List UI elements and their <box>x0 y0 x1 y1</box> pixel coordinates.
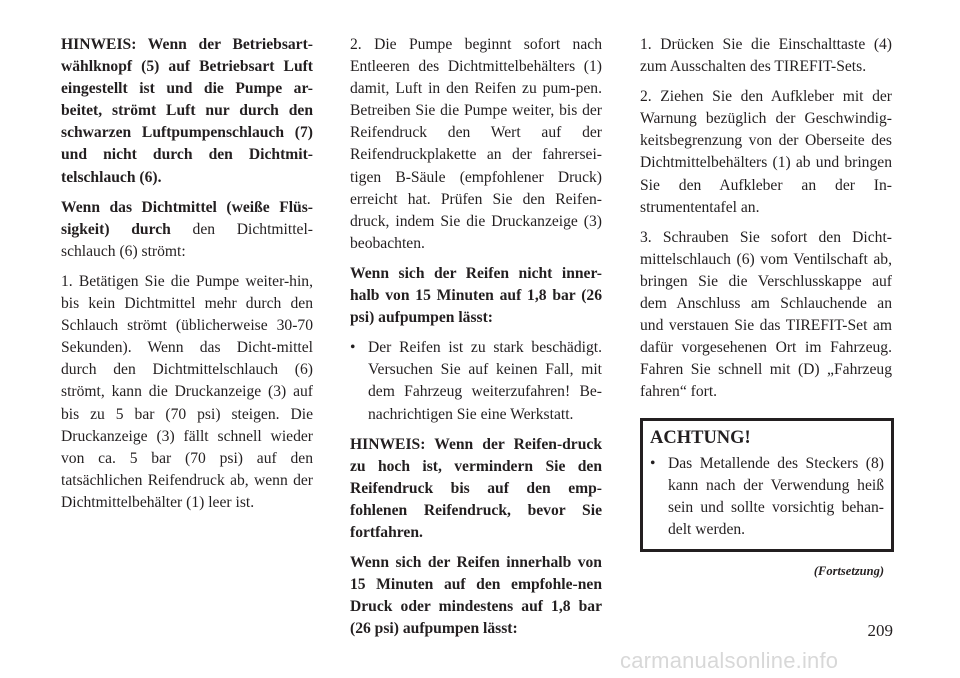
step-1-pump: 1. Betätigen Sie die Pumpe weiter-hin, bis kein Dichtmittel mehr durch den Schlauch strömt (üblicherweise 30-70 Sekunden). Wenn das Dicht-mittel durch den Dichtmittelschlauch (6) strömt, kann die Druckanzeige (3) auf bis zu 5 bar (70 psi) steigen. Die Druckanzeige (3) fällt schnell wieder von ca. 5 bar (70 psi) auf den tatsächlichen Reifendruck ab, wenn der Dichtmittelbehälter (1) leer ist. <box>61 272 313 511</box>
sealant-flow-paragraph <box>61 197 313 263</box>
page-number: 209 <box>867 621 893 640</box>
caution-title: ACHTUNG! <box>650 427 751 448</box>
caution-bullet: • Das Metallende des Steckers (8) kann nach der Verwendung heiß sein und sollte vorsichtig behan-delt werden. <box>650 453 884 541</box>
note-operating-mode: HINWEIS: Wenn der Betriebsart-wählknopf (5) auf Betriebsart Luft eingestellt ist und die Pumpe ar-beitet, strömt Luft nur durch den schwarzen Luftpumpenschlauch (7) und nicht durch den Dichtmit-telschlauch (6). <box>61 36 313 186</box>
step-2-sticker: 2. Ziehen Sie den Aufkleber mit der Warnung bezüglich der Geschwindig-keitsbegrenzung von der Oberseite des Dichtmittelbehälters (1) ab und bringen Sie den Aufkleber an der In-strumententafel an. <box>640 88 892 216</box>
damage-list <box>350 337 602 425</box>
heading-inflates: Wenn sich der Reifen innerhalb von 15 Minuten auf den empfohle-nen Druck oder mindestens auf 1,8 bar (26 psi) aufpumpen lässt: <box>350 554 602 638</box>
sealant-flow-bold: Wenn das Dichtmittel (weiße Flüs-sigkeit) durch <box>61 198 313 238</box>
step-2-pump: 2. Die Pumpe beginnt sofort nach Entleeren des Dichtmittelbehälters (1) damit, Luft in den Reifen zu pum-pen. Betreiben Sie die Pumpe weiter, bis der Reifendruck den Wert auf der Reifendruckplakette an der fahrersei-tigen B-Säule (empfohlener Druck) erreicht hat. Prüfen Sie den Reifen-druck, indem Sie die Druckanzeige (3) beobachten. <box>350 36 602 252</box>
note-pressure-too-high: HINWEIS: Wenn der Reifen-druck zu hoch ist, vermindern Sie den Reifendruck bis auf den emp-fohlenen Reifendruck, bevor Sie fortfahren. <box>350 435 602 541</box>
caution-list <box>650 453 884 541</box>
watermark: carmanualsonline.info <box>620 648 839 673</box>
column-left <box>61 34 313 522</box>
step-3-hose: 3. Schrauben Sie sofort den Dicht-mittelschlauch (6) vom Ventilschaft ab, bringen Sie die Verschlusskappe auf dem Anschluss am Schlauchende an und verstauen Sie das TIREFIT-Set am dafür vorgesehenen Ort im Fahrzeug. Fahren Sie schnell mit (D) „Fahrzeug fahren“ fort. <box>640 228 892 401</box>
continued-label: (Fortsetzung) <box>813 563 884 578</box>
caution-box <box>640 418 894 552</box>
column-right <box>640 34 892 582</box>
heading-not-inflate: Wenn sich der Reifen nicht inner-halb von 15 Minuten auf 1,8 bar (26 psi) aufpumpen lässt: <box>350 264 602 327</box>
sealant-flow-rest: den Dichtmittel-schlauch (6) strömt: <box>61 220 313 260</box>
step-1-switch-off: 1. Drücken Sie die Einschalttaste (4) zum Ausschalten des TIREFIT-Sets. <box>640 36 892 76</box>
column-middle <box>350 34 602 648</box>
bullet-tire-damaged: • Der Reifen ist zu stark beschädigt. Versuchen Sie auf keinen Fall, mit dem Fahrzeug weiterzufahren! Be-nachrichtigen Sie eine Werkstatt. <box>350 337 602 425</box>
